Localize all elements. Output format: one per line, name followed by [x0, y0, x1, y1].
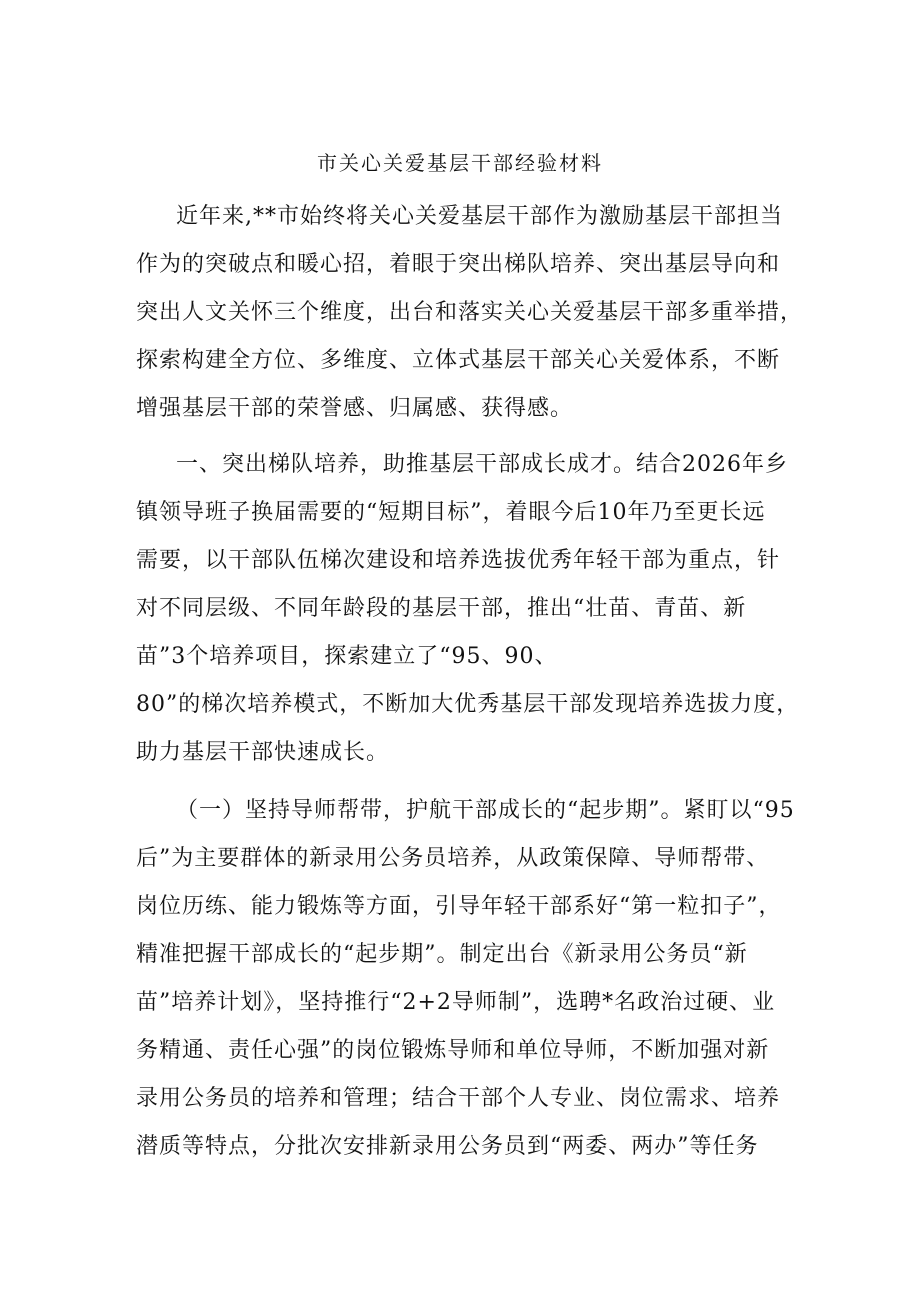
paragraph-line: 作为的突破点和暖心招，着眼于突出梯队培养、突出基层导向和 — [136, 252, 781, 277]
paragraph-line: 80”的梯次培养模式，不断加大优秀基层干部发现培养选拔力度， — [136, 692, 800, 717]
paragraph-line: 苗”3个培养项目，探索建立了“95、90、 — [136, 644, 558, 669]
paragraph-line: 务精通、责任心强”的岗位锻炼导师和单位导师，不断加强对新 — [136, 1038, 770, 1063]
paragraph-line: 潜质等特点，分批次安排新录用公务员到“两委、两办”等任务 — [136, 1134, 759, 1159]
paragraph-line: 苗”培养计划》，坚持推行“2+2导师制”，选聘*名政治过硬、业 — [136, 990, 776, 1015]
paragraph-line: 需要，以干部队伍梯次建设和培养选拔优秀年轻干部为重点，针 — [136, 548, 781, 573]
document-title: 市关心关爱基层干部经验材料 — [317, 151, 603, 175]
paragraph-line: 近年来,**市始终将关心关爱基层干部作为激励基层干部担当 — [176, 204, 783, 229]
paragraph-line: 一、突出梯队培养，助推基层干部成长成才。结合2026年乡 — [176, 452, 788, 477]
paragraph-line: 对不同层级、不同年龄段的基层干部，推出“壮苗、青苗、新 — [136, 596, 747, 621]
paragraph-line: 助力基层干部快速成长。 — [136, 740, 390, 765]
paragraph-line: （一）坚持导师帮带，护航干部成长的“起步期”。紧盯以“95 — [176, 798, 795, 823]
paragraph-line: 录用公务员的培养和管理；结合干部个人专业、岗位需求、培养 — [136, 1086, 781, 1111]
paragraph-line: 后”为主要群体的新录用公务员培养，从政策保障、导师帮带、 — [136, 846, 770, 871]
paragraph-line: 镇领导班子换届需要的“短期目标”，着眼今后10年乃至更长远 — [136, 500, 766, 525]
paragraph-line: 突出人文关怀三个维度，出台和落实关心关爱基层干部多重举措， — [136, 300, 804, 325]
paragraph-line: 岗位历练、能力锻炼等方面，引导年轻干部系好“第一粒扣子”， — [136, 894, 782, 919]
paragraph-line: 精准把握干部成长的“起步期”。制定出台《新录用公务员“新 — [136, 942, 748, 967]
paragraph-line: 增强基层干部的荣誉感、归属感、获得感。 — [136, 396, 574, 421]
paragraph-line: 探索构建全方位、多维度、立体式基层干部关心关爱体系，不断 — [136, 348, 781, 373]
